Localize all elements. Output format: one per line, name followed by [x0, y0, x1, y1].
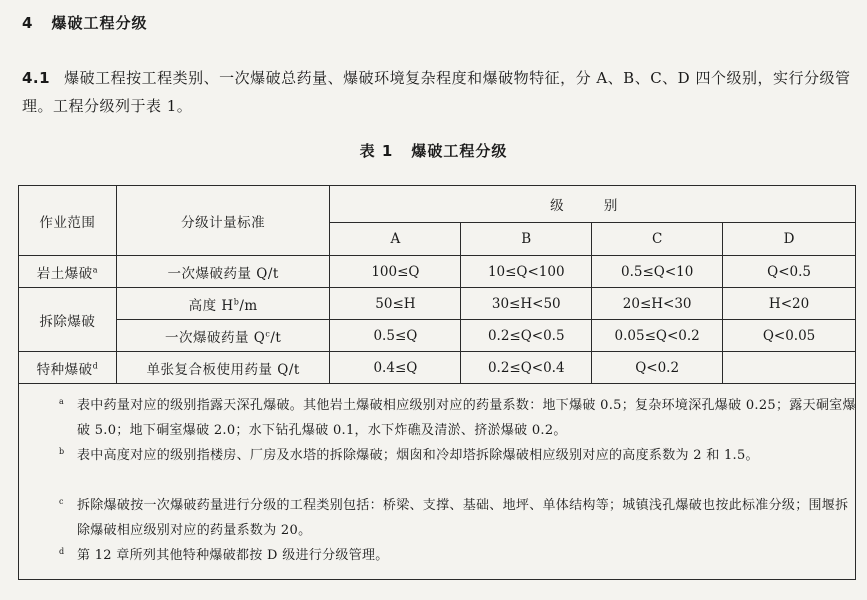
header-level-a: A: [330, 223, 461, 256]
note-mark: d: [59, 547, 65, 556]
value-cell-d: H<20: [723, 288, 856, 320]
standard-label: 一次爆破药量 Q: [164, 329, 266, 346]
note-c: [59, 493, 857, 543]
paragraph-number: 4.1: [22, 69, 51, 87]
paragraph-4-1: [22, 64, 852, 120]
scope-label: 特种爆破: [36, 361, 93, 378]
note-mark: c: [59, 497, 64, 506]
table-caption: [0, 140, 867, 161]
table-title: 爆破工程分级: [411, 142, 508, 160]
value-cell-d: Q<0.05: [723, 320, 856, 352]
standard-cell: [116, 320, 330, 352]
section-heading: [22, 12, 147, 33]
note-mark: b: [59, 447, 65, 456]
standard-cell: [116, 288, 330, 320]
value-cell-b: 0.2≤Q<0.4: [461, 352, 592, 384]
value-cell-d: Q<0.5: [723, 256, 856, 288]
value-cell-c: Q<0.2: [592, 352, 723, 384]
value-cell-b: 10≤Q<100: [461, 256, 592, 288]
value-cell-c: 20≤H<30: [592, 288, 723, 320]
section-number: 4: [22, 14, 34, 32]
header-level-c: C: [592, 223, 723, 256]
table-row: [19, 352, 856, 384]
table-notes: [18, 383, 856, 580]
value-cell-c: 0.5≤Q<10: [592, 256, 723, 288]
standard-label: 高度 H: [188, 297, 234, 314]
value-cell-a: 100≤Q: [330, 256, 461, 288]
scope-cell: 拆除爆破: [19, 288, 117, 352]
standard-cell: 单张复合板使用药量 Q/t: [116, 352, 330, 384]
standard-unit: /t: [270, 329, 282, 346]
table-row: [19, 256, 856, 288]
footnote-mark: b: [233, 297, 240, 306]
header-standard: 分级计量标准: [116, 186, 330, 256]
table-number: 表 1: [359, 142, 394, 160]
value-cell-d: [723, 352, 856, 384]
value-cell-a: 0.5≤Q: [330, 320, 461, 352]
header-level-b: B: [461, 223, 592, 256]
note-text: 表中高度对应的级别指楼房、厂房及水塔的拆除爆破；烟囱和冷却塔拆除爆破相应级别对应的高度系数为 2 和 1.5。: [77, 448, 759, 463]
header-row: [19, 186, 856, 223]
classification-table: [18, 185, 856, 384]
header-level-d: D: [723, 223, 856, 256]
note-mark: a: [59, 397, 65, 406]
footnote-mark: c: [265, 329, 271, 338]
header-level: [330, 186, 856, 223]
scope-cell: [19, 352, 117, 384]
value-cell-a: 0.4≤Q: [330, 352, 461, 384]
standard-unit: /m: [239, 297, 258, 314]
value-cell-b: 0.2≤Q<0.5: [461, 320, 592, 352]
note-text: 第 12 章所列其他特种爆破都按 D 级进行分级管理。: [77, 548, 389, 563]
standard-cell: 一次爆破药量 Q/t: [116, 256, 330, 288]
header-level-label: 级 别: [550, 198, 636, 214]
section-title: 爆破工程分级: [51, 14, 148, 32]
scope-cell: [19, 256, 117, 288]
note-a: [59, 393, 857, 443]
paragraph-text: 爆破工程按工程类别、一次爆破总药量、爆破环境复杂程度和爆破物特征，分 A、B、C、D 四个级别，实行分级管理。工程分级列于表 1。: [22, 69, 851, 115]
header-scope: 作业范围: [19, 186, 117, 256]
value-cell-a: 50≤H: [330, 288, 461, 320]
table-row: [19, 320, 856, 352]
table-row: [19, 288, 856, 320]
value-cell-b: 30≤H<50: [461, 288, 592, 320]
footnote-mark: d: [92, 361, 99, 370]
note-d: [59, 543, 857, 568]
footnote-mark: a: [92, 265, 99, 274]
note-b: [59, 443, 857, 468]
note-text: 表中药量对应的级别指露天深孔爆破。其他岩土爆破相应级别对应的药量系数：地下爆破 0.5；复杂环境深孔爆破 0.25；露天硐室爆破 5.0；地下硐室爆破 2.0；水下钻孔爆破 0.1，水下炸礁及清淤、挤淤爆破 0.2。: [77, 398, 856, 438]
value-cell-c: 0.05≤Q<0.2: [592, 320, 723, 352]
note-text: 拆除爆破按一次爆破药量进行分级的工程类别包括：桥梁、支撑、基础、地坪、单体结构等；城镇浅孔爆破也按此标准分级；围堰拆除爆破相应级别对应的药量系数为 20。: [77, 498, 849, 538]
scope-label: 岩土爆破: [36, 265, 93, 282]
